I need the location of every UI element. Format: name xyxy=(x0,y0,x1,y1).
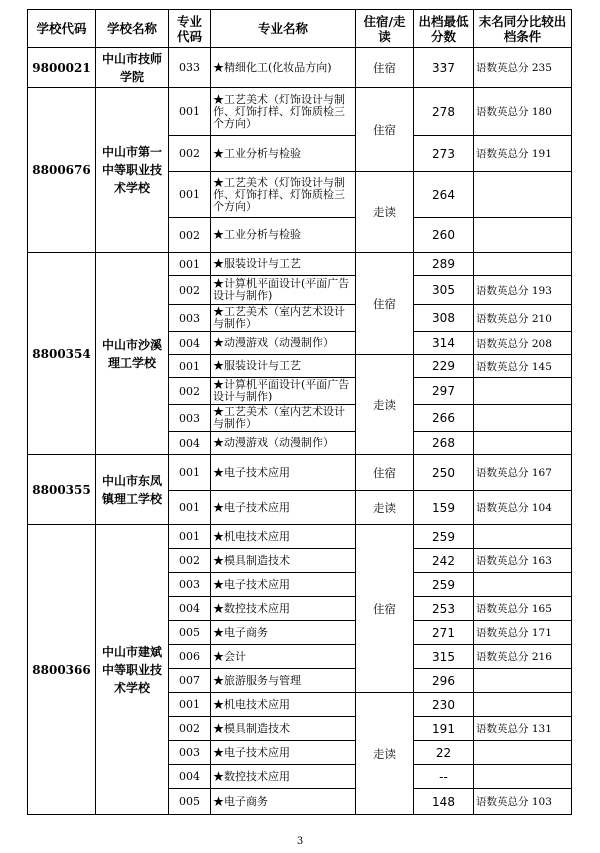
min-score: 264 xyxy=(414,172,474,218)
min-score: 250 xyxy=(414,455,474,491)
header-school-code: 学校代码 xyxy=(28,10,96,48)
major-code: 004 xyxy=(169,332,211,355)
min-score: 148 xyxy=(414,789,474,815)
major-code: 001 xyxy=(169,525,211,549)
star-icon: ★ xyxy=(213,175,224,189)
major-name xyxy=(211,432,356,455)
header-major-code: 专业代码 xyxy=(169,10,211,48)
min-score: 296 xyxy=(414,669,474,693)
star-icon: ★ xyxy=(213,228,224,241)
school-code: 8800676 xyxy=(28,88,96,253)
star-icon: ★ xyxy=(213,745,224,759)
major-name-text: 会计 xyxy=(224,649,246,663)
star-icon: ★ xyxy=(213,336,224,349)
table-row xyxy=(28,455,572,491)
major-name-text: 旅游服务与管理 xyxy=(224,673,301,687)
min-score: 242 xyxy=(414,549,474,573)
min-score: 159 xyxy=(414,491,474,525)
school-code: 9800021 xyxy=(28,48,96,88)
major-name xyxy=(211,645,356,669)
tie-break: 语数英总分 103 xyxy=(474,789,572,815)
tie-break: 语数英总分 191 xyxy=(474,136,572,172)
tie-break xyxy=(474,525,572,549)
star-icon: ★ xyxy=(213,625,224,639)
tie-break: 语数英总分 145 xyxy=(474,355,572,378)
tie-break: 语数英总分 193 xyxy=(474,276,572,305)
major-code: 001 xyxy=(169,253,211,276)
min-score: 229 xyxy=(414,355,474,378)
major-name-text: 电子商务 xyxy=(224,625,268,639)
table-row xyxy=(28,88,572,136)
major-name-text: 动漫游戏（动漫制作） xyxy=(224,336,334,349)
min-score: 191 xyxy=(414,717,474,741)
boarding-mode: 走读 xyxy=(356,172,414,253)
boarding-mode: 走读 xyxy=(356,355,414,455)
star-icon: ★ xyxy=(213,465,224,479)
boarding-mode: 住宿 xyxy=(356,48,414,88)
tie-break xyxy=(474,405,572,432)
major-code: 004 xyxy=(169,597,211,621)
header-min-score: 出档最低分数 xyxy=(414,10,474,48)
star-icon: ★ xyxy=(213,649,224,663)
major-code: 005 xyxy=(169,621,211,645)
major-name xyxy=(211,48,356,88)
major-name xyxy=(211,669,356,693)
major-code: 003 xyxy=(169,741,211,765)
boarding-mode: 住宿 xyxy=(356,455,414,491)
tie-break: 语数英总分 171 xyxy=(474,621,572,645)
major-code: 007 xyxy=(169,669,211,693)
major-name-text: 工艺美术（室内艺术设计与制作） xyxy=(213,405,345,430)
major-name xyxy=(211,597,356,621)
major-name-text: 服装设计与工艺 xyxy=(224,257,301,270)
tie-break xyxy=(474,253,572,276)
major-name xyxy=(211,276,356,305)
min-score: -- xyxy=(414,765,474,789)
major-name xyxy=(211,789,356,815)
major-name xyxy=(211,549,356,573)
tie-break: 语数英总分 180 xyxy=(474,88,572,136)
star-icon: ★ xyxy=(213,673,224,687)
star-icon: ★ xyxy=(213,794,224,808)
school-code: 8800366 xyxy=(28,525,96,815)
major-name-text: 服装设计与工艺 xyxy=(224,359,301,372)
major-code: 005 xyxy=(169,789,211,815)
tie-break: 语数英总分 167 xyxy=(474,455,572,491)
major-name xyxy=(211,305,356,332)
major-name xyxy=(211,355,356,378)
star-icon: ★ xyxy=(213,601,224,615)
table-row xyxy=(28,525,572,549)
major-code: 004 xyxy=(169,765,211,789)
major-code: 033 xyxy=(169,48,211,88)
star-icon: ★ xyxy=(213,553,224,567)
major-name xyxy=(211,172,356,218)
major-code: 002 xyxy=(169,218,211,253)
min-score: 22 xyxy=(414,741,474,765)
major-code: 003 xyxy=(169,573,211,597)
major-code: 001 xyxy=(169,88,211,136)
major-name-text: 电子技术应用 xyxy=(224,745,290,759)
min-score: 268 xyxy=(414,432,474,455)
major-name-text: 模具制造技术 xyxy=(224,553,290,567)
min-score: 266 xyxy=(414,405,474,432)
min-score: 337 xyxy=(414,48,474,88)
tie-break xyxy=(474,669,572,693)
tie-break xyxy=(474,765,572,789)
tie-break xyxy=(474,693,572,717)
major-code: 002 xyxy=(169,549,211,573)
major-name xyxy=(211,717,356,741)
star-icon: ★ xyxy=(213,359,224,372)
min-score: 289 xyxy=(414,253,474,276)
major-name xyxy=(211,88,356,136)
major-name xyxy=(211,253,356,276)
header-boarding: 住宿/走读 xyxy=(356,10,414,48)
star-icon: ★ xyxy=(213,500,224,514)
star-icon: ★ xyxy=(213,769,224,783)
major-name-text: 工业分析与检验 xyxy=(224,146,301,160)
tie-break: 语数英总分 235 xyxy=(474,48,572,88)
major-name-text: 电子技术应用 xyxy=(224,465,290,479)
min-score: 271 xyxy=(414,621,474,645)
min-score: 253 xyxy=(414,597,474,621)
major-name xyxy=(211,765,356,789)
star-icon: ★ xyxy=(213,436,224,449)
min-score: 230 xyxy=(414,693,474,717)
major-name xyxy=(211,136,356,172)
major-name xyxy=(211,455,356,491)
tie-break xyxy=(474,432,572,455)
major-name xyxy=(211,378,356,405)
tie-break: 语数英总分 165 xyxy=(474,597,572,621)
star-icon: ★ xyxy=(213,577,224,591)
boarding-mode: 住宿 xyxy=(356,88,414,172)
major-name xyxy=(211,741,356,765)
major-name xyxy=(211,573,356,597)
major-code: 002 xyxy=(169,717,211,741)
tie-break xyxy=(474,218,572,253)
major-name xyxy=(211,621,356,645)
major-code: 001 xyxy=(169,491,211,525)
school-name: 中山市技师学院 xyxy=(96,48,169,88)
major-name-text: 计算机平面设计(平面广告设计与制作) xyxy=(213,378,350,403)
major-code: 001 xyxy=(169,355,211,378)
min-score: 259 xyxy=(414,525,474,549)
min-score: 259 xyxy=(414,573,474,597)
school-name: 中山市沙溪理工学校 xyxy=(96,253,169,455)
school-name: 中山市建斌中等职业技术学校 xyxy=(96,525,169,815)
major-name-text: 模具制造技术 xyxy=(224,721,290,735)
major-code: 001 xyxy=(169,693,211,717)
star-icon: ★ xyxy=(213,92,224,106)
major-name xyxy=(211,525,356,549)
major-code: 002 xyxy=(169,378,211,405)
major-code: 002 xyxy=(169,136,211,172)
school-code: 8800354 xyxy=(28,253,96,455)
boarding-mode: 走读 xyxy=(356,693,414,815)
major-name-text: 工艺美术（室内艺术设计与制作） xyxy=(213,305,345,330)
star-icon: ★ xyxy=(213,257,224,270)
major-code: 004 xyxy=(169,432,211,455)
tie-break: 语数英总分 131 xyxy=(474,717,572,741)
star-icon: ★ xyxy=(213,277,224,290)
star-icon: ★ xyxy=(213,378,224,391)
min-score: 278 xyxy=(414,88,474,136)
table-row xyxy=(28,48,572,88)
star-icon: ★ xyxy=(213,529,224,543)
major-name-text: 计算机平面设计(平面广告设计与制作) xyxy=(213,277,350,302)
min-score: 297 xyxy=(414,378,474,405)
major-code: 002 xyxy=(169,276,211,305)
major-name-text: 机电技术应用 xyxy=(224,697,290,711)
min-score: 314 xyxy=(414,332,474,355)
major-name-text: 工艺美术（灯饰设计与制作、灯饰打样、灯饰质检三个方向） xyxy=(213,92,345,130)
min-score: 308 xyxy=(414,305,474,332)
major-name xyxy=(211,218,356,253)
major-name-text: 精细化工(化妆品方向) xyxy=(224,60,332,74)
header-row xyxy=(28,10,572,48)
table-row xyxy=(28,253,572,276)
min-score: 305 xyxy=(414,276,474,305)
major-name xyxy=(211,491,356,525)
major-code: 001 xyxy=(169,172,211,218)
major-name xyxy=(211,332,356,355)
major-code: 003 xyxy=(169,305,211,332)
tie-break xyxy=(474,378,572,405)
major-code: 001 xyxy=(169,455,211,491)
star-icon: ★ xyxy=(213,721,224,735)
star-icon: ★ xyxy=(213,146,224,160)
tie-break xyxy=(474,573,572,597)
tie-break: 语数英总分 104 xyxy=(474,491,572,525)
tie-break xyxy=(474,172,572,218)
major-name-text: 工业分析与检验 xyxy=(224,228,301,241)
major-name-text: 电子商务 xyxy=(224,794,268,808)
school-name: 中山市第一中等职业技术学校 xyxy=(96,88,169,253)
min-score: 315 xyxy=(414,645,474,669)
tie-break: 语数英总分 208 xyxy=(474,332,572,355)
page-number: 3 xyxy=(296,836,304,847)
major-name-text: 机电技术应用 xyxy=(224,529,290,543)
header-tie-break: 末名同分比较出档条件 xyxy=(474,10,572,48)
major-name xyxy=(211,405,356,432)
major-name-text: 工艺美术（灯饰设计与制作、灯饰打样、灯饰质检三个方向） xyxy=(213,175,345,213)
boarding-mode: 住宿 xyxy=(356,253,414,355)
min-score: 260 xyxy=(414,218,474,253)
star-icon: ★ xyxy=(213,60,224,74)
major-name-text: 电子技术应用 xyxy=(224,577,290,591)
major-name-text: 数控技术应用 xyxy=(224,601,290,615)
school-code: 8800355 xyxy=(28,455,96,525)
tie-break: 语数英总分 216 xyxy=(474,645,572,669)
school-name: 中山市东凤镇理工学校 xyxy=(96,455,169,525)
tie-break: 语数英总分 210 xyxy=(474,305,572,332)
major-name-text: 电子技术应用 xyxy=(224,500,290,514)
star-icon: ★ xyxy=(213,305,224,318)
major-name-text: 动漫游戏（动漫制作） xyxy=(224,436,334,449)
boarding-mode: 走读 xyxy=(356,491,414,525)
star-icon: ★ xyxy=(213,697,224,711)
major-code: 006 xyxy=(169,645,211,669)
major-name-text: 数控技术应用 xyxy=(224,769,290,783)
tie-break: 语数英总分 163 xyxy=(474,549,572,573)
tie-break xyxy=(474,741,572,765)
admission-table xyxy=(27,9,572,815)
boarding-mode: 住宿 xyxy=(356,525,414,693)
header-major-name: 专业名称 xyxy=(211,10,356,48)
min-score: 273 xyxy=(414,136,474,172)
header-school-name: 学校名称 xyxy=(96,10,169,48)
star-icon: ★ xyxy=(213,405,224,418)
major-name xyxy=(211,693,356,717)
major-code: 003 xyxy=(169,405,211,432)
